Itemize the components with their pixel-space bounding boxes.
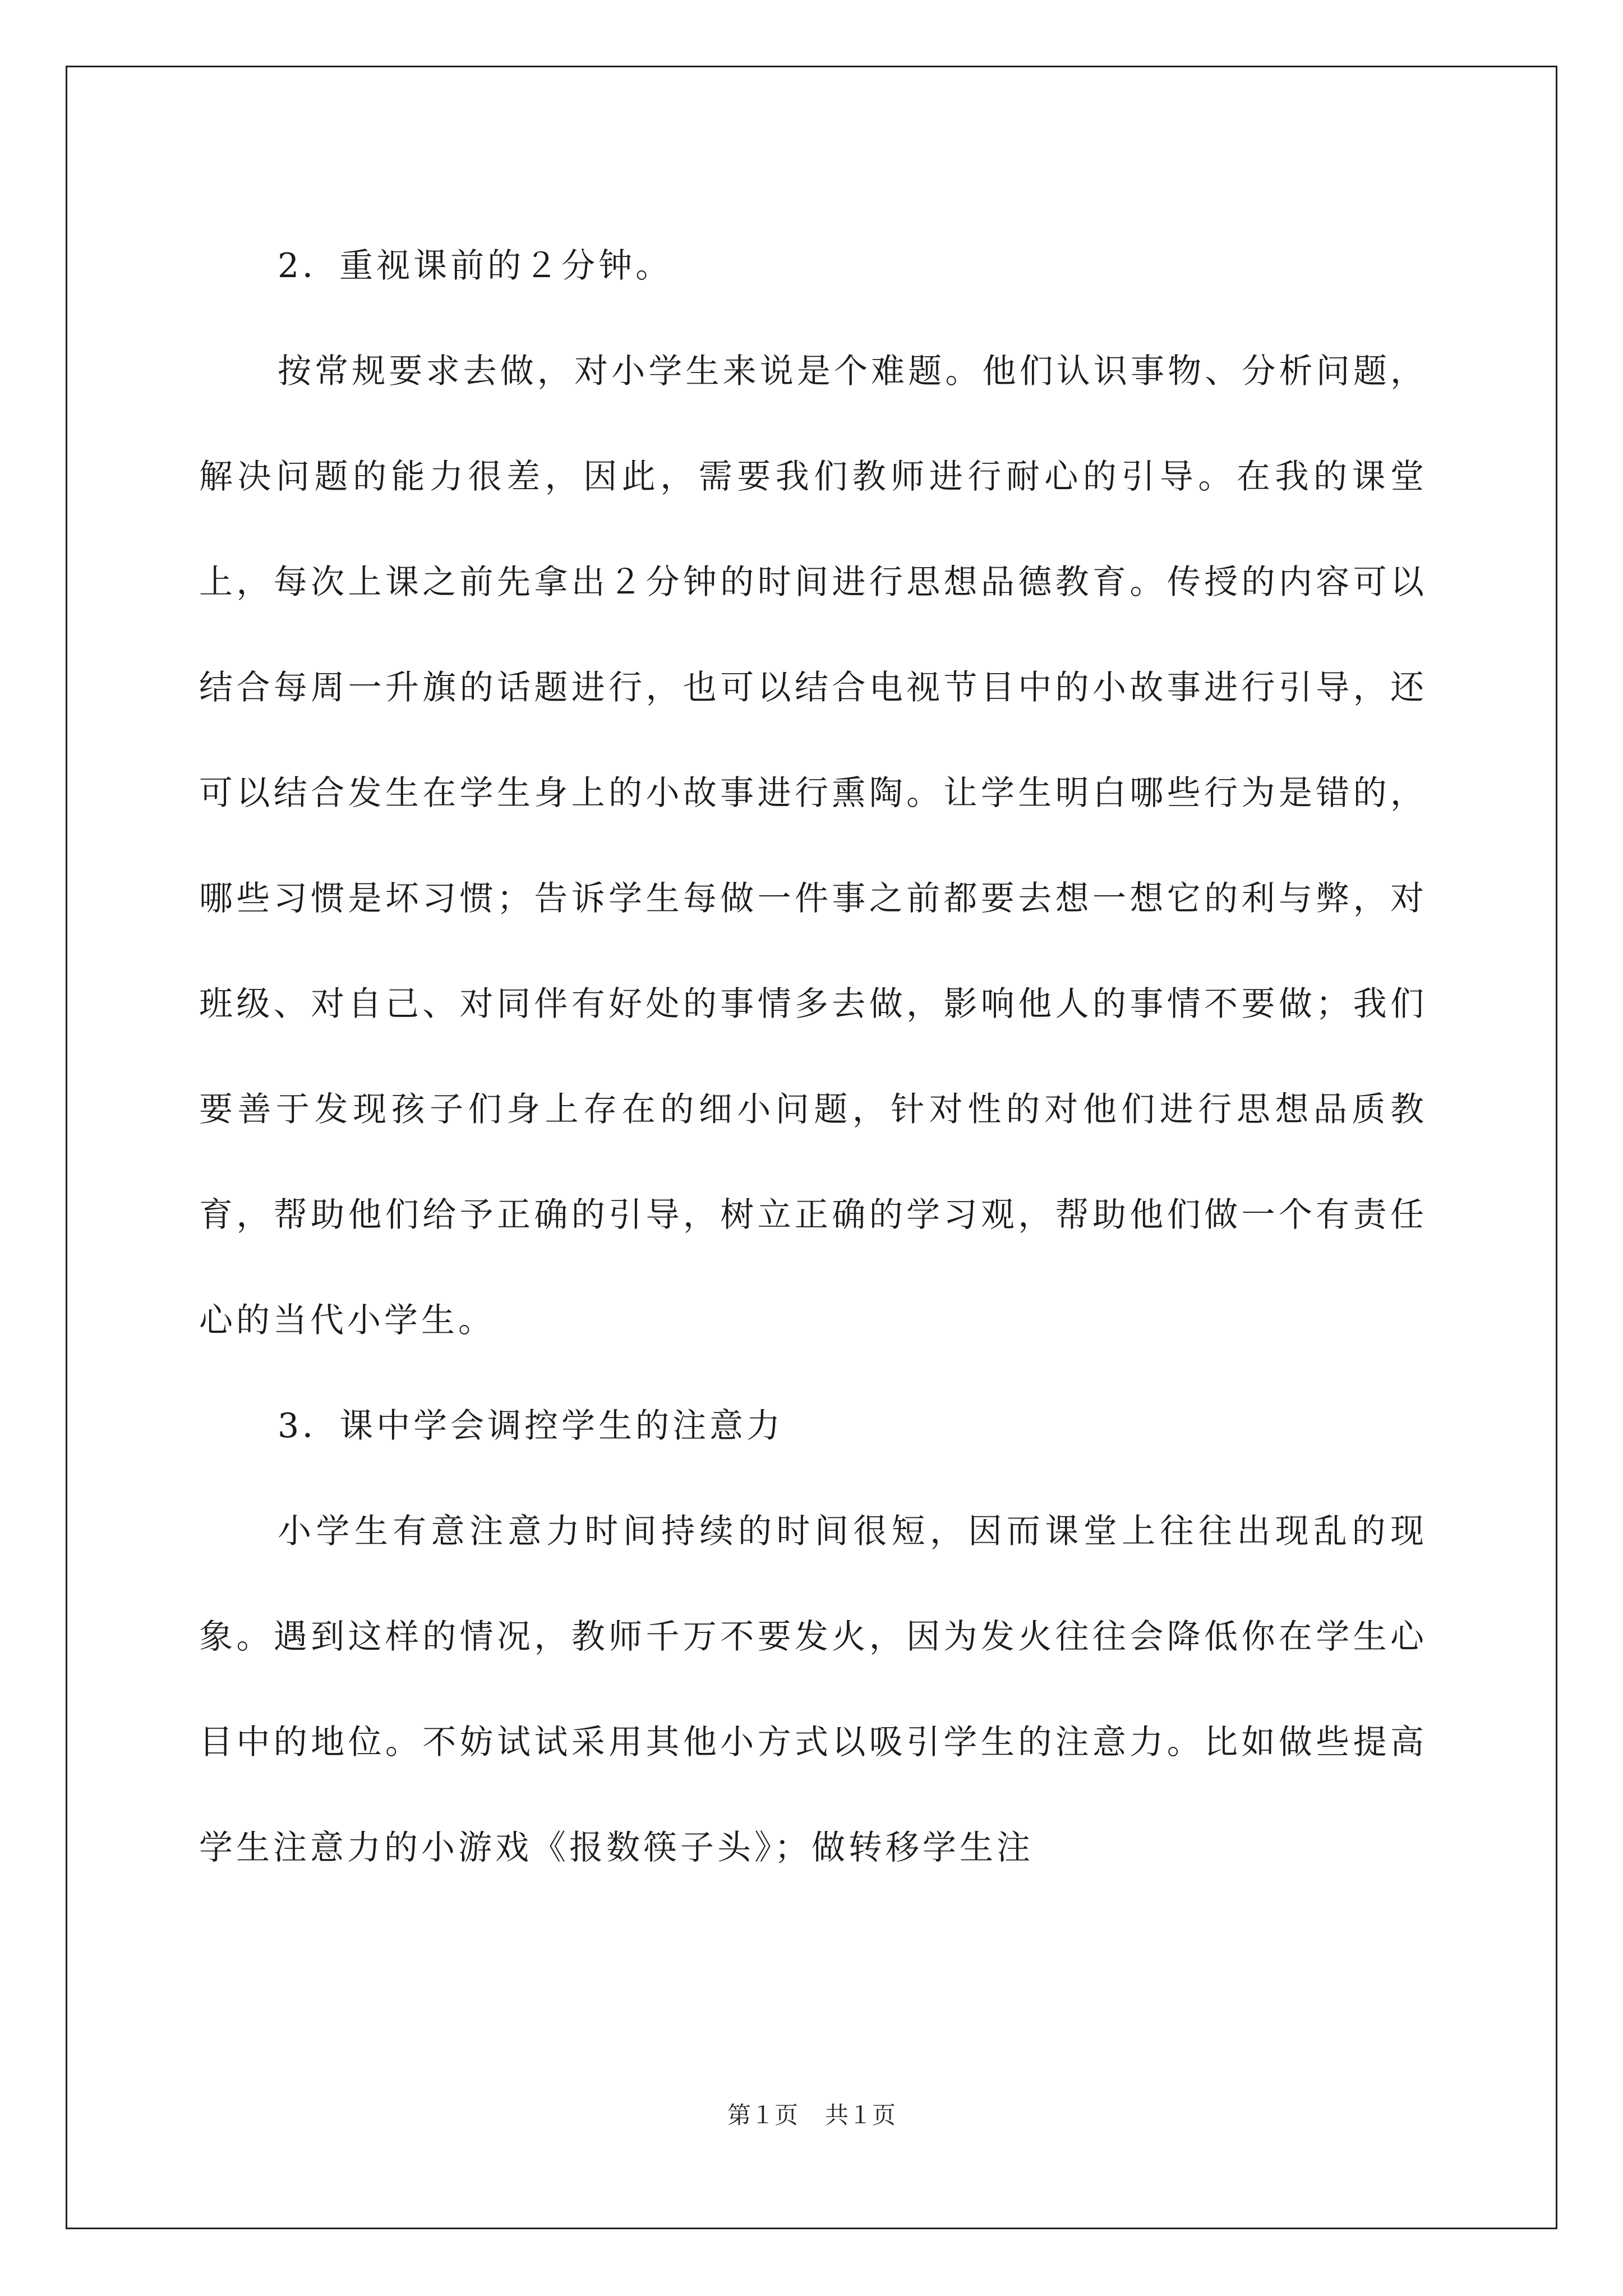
page-footer <box>0 2097 1623 2131</box>
page-total: 共１页 <box>825 2101 896 2129</box>
section-heading-3: 3．课中学会调控学生的注意力 <box>278 1406 784 1446</box>
document-body <box>199 213 1427 1901</box>
section-heading-2: 2．重视课前的２分钟。 <box>278 246 673 286</box>
body-paragraph-2: 小学生有意注意力时间持续的时间很短，因而课堂上往往出现乱的现象。遇到这样的情况，教师千万不要发火，因为发火往往会降低你在学生心目中的地位。不妨试试采用其他小方式以吸引学生的注意力。比如做些提高学生注意力的小游戏《报数筷子头》；做转移学生注 <box>199 1512 1427 1867</box>
body-paragraph-1: 按常规要求去做，对小学生来说是个难题。他们认识事物、分析问题，解决问题的能力很差，因此，需要我们教师进行耐心的引导。在我的课堂上，每次上课之前先拿出２分钟的时间进行思想品德教育。传授的内容可以结合每周一升旗的话题进行，也可以结合电视节目中的小故事进行引导，还可以结合发生在学生身上的小故事进行熏陶。让学生明白哪些行为是错的，哪些习惯是坏习惯；告诉学生每做一件事之前都要去想一想它的利与弊，对班级、对自己、对同伴有好处的事情多去做，影响他人的事情不要做；我们要善于发现孩子们身上存在的细小问题，针对性的对他们进行思想品质教育，帮助他们给予正确的引导，树立正确的学习观，帮助他们做一个有责任心的当代小学生。 <box>199 352 1427 1340</box>
page-number: 第１页 <box>727 2101 798 2129</box>
